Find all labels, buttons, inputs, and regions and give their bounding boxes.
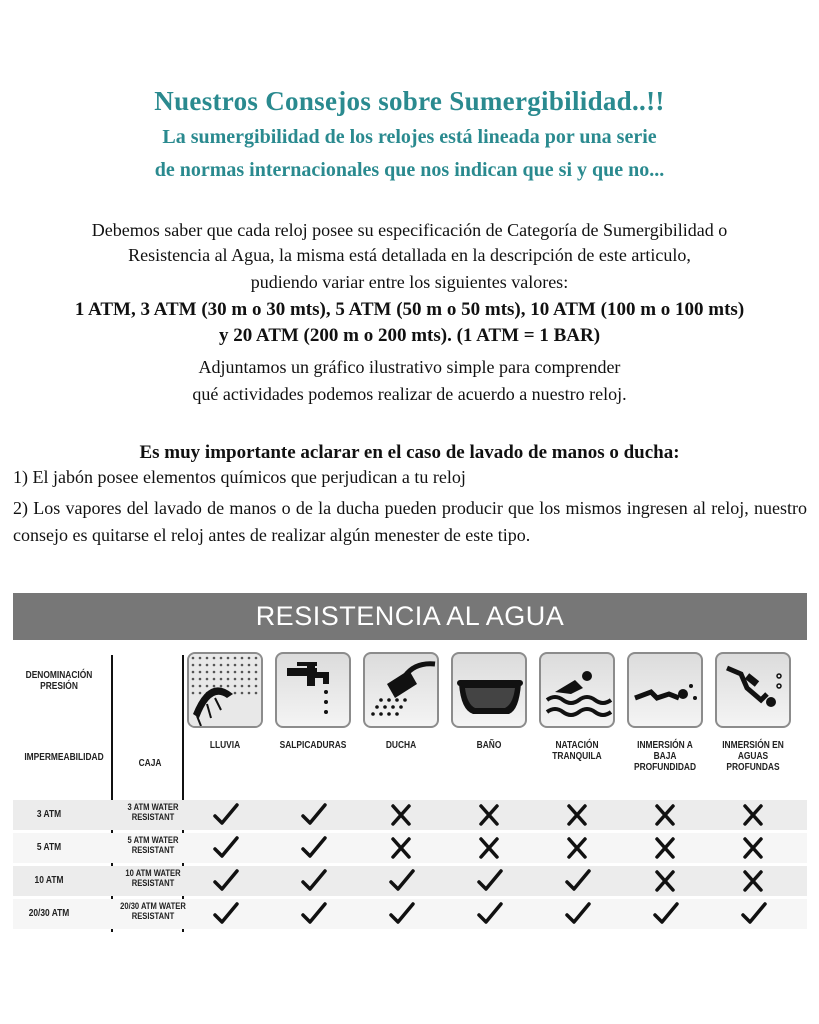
row-case-label: 5 ATM WATER RESISTANT — [127, 835, 179, 856]
check-icon — [205, 899, 245, 929]
swimmer-icon — [539, 652, 615, 728]
row-rating: 10 ATM — [34, 874, 64, 886]
row-rating: 3 ATM — [36, 808, 62, 820]
intro-values-line-2: y 20 ATM (200 m o 200 mts). (1 ATM = 1 BAR) — [218, 325, 601, 346]
column-header: DUCHA — [385, 739, 417, 751]
column-header: NATACIÓN TRANQUILA — [552, 739, 602, 762]
rain-icon — [187, 652, 263, 728]
intro-line-3: pudiendo variar entre los siguientes valores: — [250, 272, 569, 292]
check-icon — [557, 899, 597, 929]
intro-line-4: Adjuntamos un gráfico ilustrativo simple para comprender — [198, 357, 621, 377]
column-header: INMERSIÓN A BAJA PROFUNDIDAD — [633, 739, 697, 773]
bathtub-icon — [451, 652, 527, 728]
row-rating: 5 ATM — [36, 841, 62, 853]
check-icon — [293, 800, 333, 830]
cross-icon — [557, 800, 597, 830]
page-title: Nuestros Consejos sobre Sumergibilidad..!! — [154, 86, 665, 116]
row-case-label: 10 ATM WATER RESISTANT — [125, 868, 181, 889]
column-header: LLUVIA — [209, 739, 241, 751]
check-icon — [205, 866, 245, 896]
cross-icon — [645, 833, 685, 863]
diver-icon — [715, 652, 791, 728]
check-icon — [469, 899, 509, 929]
check-icon — [205, 800, 245, 830]
cross-icon — [645, 800, 685, 830]
faucet-icon — [275, 652, 351, 728]
warning-point-1: 1) El jabón posee elementos químicos que perjudican a tu reloj — [13, 467, 466, 487]
check-icon — [381, 866, 421, 896]
snorkel-icon — [627, 652, 703, 728]
cross-icon — [733, 800, 773, 830]
column-header: BAÑO — [476, 739, 502, 751]
check-icon — [645, 899, 685, 929]
intro-values-line-1: 1 ATM, 3 ATM (30 m o 30 mts), 5 ATM (50 m o 50 mts), 10 ATM (100 m o 100 mts) — [74, 299, 745, 320]
subtitle-line-1: La sumergibilidad de los relojes está lineada por una serie — [162, 126, 657, 148]
check-icon — [205, 833, 245, 863]
check-icon — [381, 899, 421, 929]
table-banner: RESISTENCIA AL AGUA — [13, 593, 807, 640]
check-icon — [557, 866, 597, 896]
cross-icon — [557, 833, 597, 863]
cross-icon — [381, 800, 421, 830]
cross-icon — [381, 833, 421, 863]
cross-icon — [469, 833, 509, 863]
subtitle-line-2: de normas internacionales que nos indican que si y que no... — [154, 159, 665, 181]
cross-icon — [733, 866, 773, 896]
shower-icon — [363, 652, 439, 728]
row-case-label: 20/30 ATM WATER RESISTANT — [120, 901, 186, 922]
warning-heading: Es muy importante aclarar en el caso de lavado de manos o ducha: — [139, 442, 680, 463]
cross-icon — [645, 866, 685, 896]
check-icon — [733, 899, 773, 929]
check-icon — [293, 899, 333, 929]
row-rating: 20/30 ATM — [28, 907, 70, 919]
intro-line-2: Resistencia al Agua, la misma está detallada en la descripción de este articulo, — [128, 245, 691, 265]
intro-line-5: qué actividades podemos realizar de acuerdo a nuestro reloj. — [192, 384, 627, 404]
row-case-label: 3 ATM WATER RESISTANT — [127, 802, 179, 823]
check-icon — [469, 866, 509, 896]
cross-icon — [733, 833, 773, 863]
check-icon — [293, 833, 333, 863]
caja-label: CAJA — [138, 757, 162, 769]
column-header: INMERSIÓN EN AGUAS PROFUNDAS — [722, 739, 784, 773]
column-header: SALPICADURAS — [279, 739, 347, 751]
warning-point-2: 2) Los vapores del lavado de manos o de la ducha pueden producir que los mismos ingresen al reloj, nuestro consejo es quitarse el reloj antes de realizar algún menester de este tipo. — [13, 498, 807, 545]
intro-line-1: Debemos saber que cada reloj posee su especificación de Categoría de Sumergibilidad o — [91, 220, 728, 240]
denominacion-label: DENOMINACIÓN PRESIÓN — [25, 669, 93, 692]
cross-icon — [469, 800, 509, 830]
check-icon — [293, 866, 333, 896]
impermeabilidad-label: IMPERMEABILIDAD — [24, 751, 104, 763]
